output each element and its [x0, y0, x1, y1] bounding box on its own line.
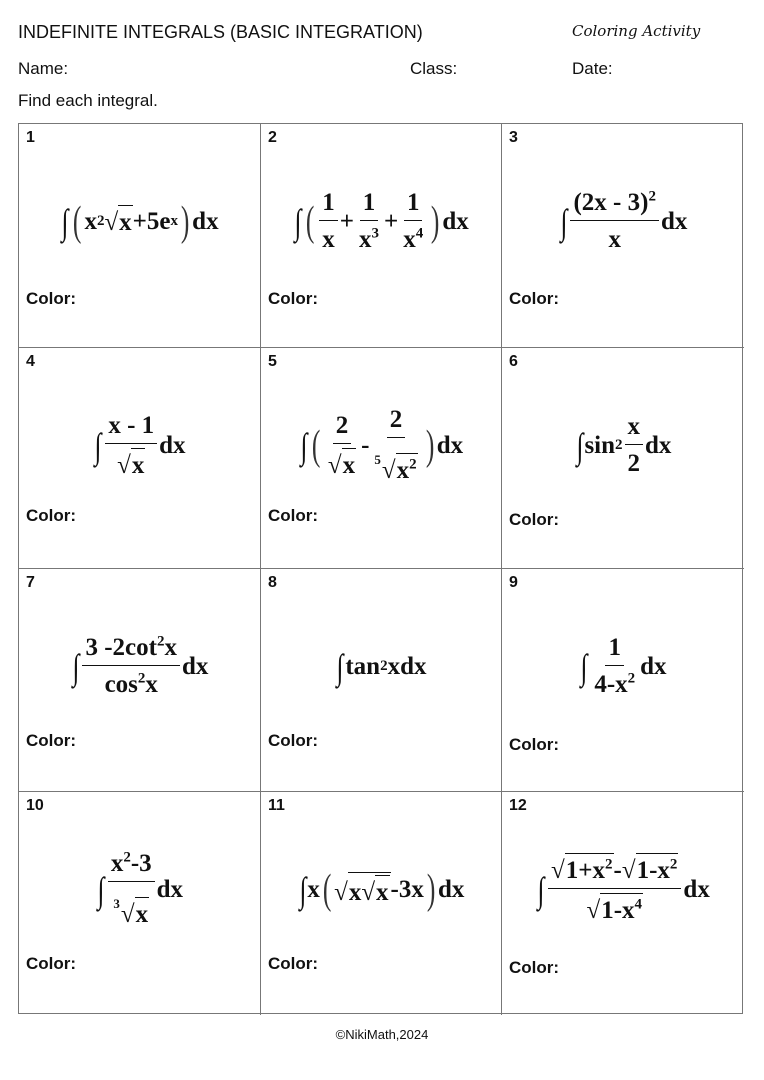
radicand: [342, 448, 357, 481]
problem-number: 12: [509, 797, 527, 814]
math-text: 4-x: [594, 671, 628, 698]
fraction: [570, 188, 658, 255]
math-text: 1+x: [565, 857, 606, 884]
math-text: dx: [436, 431, 464, 459]
name-label: Name:: [18, 59, 69, 78]
math-text: +: [383, 207, 399, 235]
superscript: 2: [627, 670, 636, 687]
radical: [374, 453, 417, 486]
integral-formula: [502, 388, 744, 503]
radical: [113, 897, 149, 930]
superscript: 2: [605, 856, 613, 873]
superscript: 2: [137, 670, 146, 687]
math-text: sin: [584, 431, 616, 459]
problem-number: 3: [509, 129, 518, 146]
superscript: 2: [96, 213, 105, 229]
numerator: [105, 411, 157, 444]
superscript: 2: [409, 456, 417, 473]
problem-number: 6: [509, 353, 518, 370]
problem-cell: [19, 569, 261, 792]
math-text: 2: [335, 411, 349, 439]
math-text: x: [608, 226, 621, 253]
math-text: 1: [406, 189, 420, 216]
problem-cell: [502, 124, 744, 348]
radical: [586, 893, 643, 926]
radicand: [636, 853, 679, 886]
integral-sign: ∫: [61, 201, 69, 242]
radicand: [565, 853, 614, 886]
math-text: x: [403, 226, 416, 253]
denominator: [110, 882, 152, 930]
math-text: 1: [608, 634, 621, 661]
integral-formula: [502, 832, 744, 947]
integral-sign: ∫: [97, 869, 105, 910]
math-text: dx: [442, 207, 469, 235]
date-label: Date:: [572, 59, 613, 78]
radicand: [135, 897, 150, 930]
problem-cell: [19, 124, 261, 348]
radicand: [118, 205, 133, 238]
denominator: [371, 438, 420, 486]
left-paren: (: [322, 866, 332, 913]
denominator: [102, 666, 161, 700]
root-index: 5: [374, 452, 381, 467]
radical: [328, 448, 356, 481]
color-label: Color:: [26, 731, 77, 750]
math-text: tan: [345, 652, 381, 680]
color-label: Color:: [26, 506, 77, 525]
math-text: dx: [181, 652, 209, 680]
numerator: [548, 853, 681, 889]
math-text: 1-x: [636, 857, 670, 884]
denominator: [583, 889, 646, 926]
radical: [117, 448, 145, 481]
integral-formula: [261, 164, 501, 279]
math-text: 1: [322, 189, 335, 216]
math-text: x - 1: [108, 411, 155, 439]
math-text: 1-x: [601, 897, 635, 924]
radical-sign: √: [327, 451, 342, 479]
integral-formula: [19, 832, 260, 947]
superscript: x: [170, 213, 179, 229]
right-paren: ): [431, 198, 440, 245]
numerator: [404, 188, 423, 221]
right-paren: ): [426, 866, 436, 913]
radicand: [375, 875, 390, 908]
math-text: (2x - 3): [573, 189, 649, 216]
problem-cell: [261, 124, 502, 348]
radicand: [348, 872, 391, 908]
math-text: x: [131, 451, 145, 479]
radicand: [600, 893, 643, 926]
fraction: [371, 405, 420, 486]
color-label: Color:: [509, 735, 560, 754]
numerator: [360, 188, 379, 221]
math-text: x: [342, 451, 356, 479]
integral-sign: ∫: [580, 646, 588, 687]
denominator: [114, 444, 148, 481]
worksheet-title: INDEFINITE INTEGRALS (BASIC INTEGRATION): [18, 22, 423, 42]
radicand: [396, 453, 418, 486]
color-label: Color:: [26, 954, 77, 973]
fraction: [319, 188, 338, 255]
radical: [334, 872, 390, 908]
radical-sign: √: [334, 878, 348, 906]
radical: [622, 853, 679, 886]
math-text: x: [119, 209, 132, 236]
math-text: 3 -2cot: [85, 634, 157, 661]
copyright-footer: ©NikiMath,2024: [335, 1027, 429, 1042]
problem-number: 8: [268, 574, 277, 591]
math-text: x: [164, 634, 177, 661]
integral-formula: [261, 609, 501, 724]
right-paren: ): [425, 422, 434, 469]
color-label: Color:: [268, 954, 319, 973]
math-text: dx: [640, 652, 667, 680]
superscript: 4: [634, 896, 643, 913]
math-text: -: [361, 431, 370, 459]
superscript: 2: [156, 633, 165, 650]
math-text: +: [339, 207, 354, 235]
integral-sign: ∫: [299, 869, 306, 910]
math-text: x: [307, 875, 320, 903]
superscript: 2: [615, 437, 623, 453]
fraction: [400, 188, 426, 255]
superscript: 2: [380, 658, 388, 674]
color-label: Color:: [26, 289, 77, 308]
radical-sign: √: [104, 209, 119, 236]
math-text: x: [145, 671, 158, 698]
numerator: [108, 849, 155, 882]
radical: [361, 875, 389, 908]
math-text: dx: [156, 875, 184, 903]
color-label: Color:: [509, 510, 560, 529]
numerator: [319, 188, 338, 221]
numerator: [570, 188, 658, 221]
problem-number: 9: [509, 574, 518, 591]
problem-number: 11: [268, 797, 285, 814]
problem-cell: [502, 792, 744, 1015]
math-text: cos: [104, 671, 138, 698]
superscript: 2: [648, 188, 656, 205]
denominator: [319, 221, 338, 255]
fraction: [548, 853, 681, 926]
math-text: dx: [438, 875, 465, 903]
activity-label: Coloring Activity: [572, 22, 701, 40]
integral-sign: ∫: [537, 869, 545, 910]
integral-formula: [502, 609, 744, 724]
numerator: [82, 633, 180, 666]
math-text: dx: [660, 207, 688, 235]
radical-sign: √: [120, 901, 135, 928]
integral-formula: [19, 388, 260, 503]
numerator: [333, 411, 352, 444]
left-paren: (: [311, 422, 320, 469]
math-text: -3: [130, 850, 152, 877]
left-paren: (: [305, 198, 315, 245]
integral-sign: ∫: [300, 425, 308, 466]
problem-number: 5: [268, 353, 277, 370]
problem-number: 2: [268, 129, 277, 146]
integral-sign: ∫: [576, 425, 583, 466]
denominator: [325, 444, 359, 481]
numerator: [605, 633, 624, 666]
superscript: 2: [123, 849, 131, 866]
radical: [104, 205, 132, 238]
integral-sign: ∫: [336, 646, 344, 687]
problem-cell: [261, 348, 502, 569]
math-text: +5e: [132, 207, 171, 235]
integral-formula: [19, 609, 260, 724]
fraction: [108, 849, 155, 930]
fraction: [591, 633, 638, 700]
denominator: [356, 221, 382, 255]
right-paren: ): [180, 198, 190, 245]
problem-number: 10: [26, 797, 44, 814]
integral-sign: ∫: [94, 425, 102, 466]
math-text: 1: [362, 189, 376, 216]
integral-formula: [261, 832, 501, 947]
superscript: 4: [415, 225, 424, 242]
fraction: [105, 411, 157, 481]
math-text: x: [135, 901, 149, 928]
math-text: xdx: [387, 652, 427, 680]
color-label: Color:: [509, 289, 560, 308]
math-text: dx: [683, 875, 710, 903]
problem-cell: [261, 792, 502, 1015]
radicand: [131, 448, 146, 481]
color-label: Color:: [509, 958, 560, 977]
radical-sign: √: [621, 857, 636, 884]
color-label: Color:: [268, 506, 319, 525]
integral-formula: [261, 388, 501, 503]
problem-number: 7: [26, 574, 35, 591]
integral-sign: ∫: [72, 646, 80, 687]
denominator: [625, 445, 644, 479]
color-label: Color:: [268, 289, 319, 308]
radical-sign: √: [551, 857, 565, 884]
problem-number: 4: [26, 353, 35, 370]
denominator: [400, 221, 426, 255]
fraction: [82, 633, 180, 700]
math-text: 2: [389, 406, 403, 433]
denominator: [591, 666, 638, 700]
root-index: 3: [113, 896, 120, 911]
numerator: [625, 412, 644, 445]
math-text: x: [348, 878, 362, 906]
radical-sign: √: [381, 457, 396, 484]
math-text: -3x: [390, 875, 424, 903]
math-text: dx: [192, 207, 219, 235]
problem-cell: [502, 569, 744, 792]
math-text: x: [322, 226, 335, 253]
superscript: 3: [371, 225, 379, 242]
radical-sign: √: [586, 897, 601, 924]
denominator: [605, 221, 624, 255]
integral-sign: ∫: [294, 201, 302, 242]
problem-cell: [502, 348, 744, 569]
math-text: x: [110, 850, 124, 877]
integral-formula: [502, 164, 744, 279]
integral-sign: ∫: [560, 201, 568, 242]
left-paren: (: [73, 198, 82, 245]
radical: [551, 853, 613, 886]
math-text: x: [358, 226, 372, 253]
fraction: [625, 412, 644, 479]
problem-number: 1: [26, 129, 35, 146]
fraction: [325, 411, 359, 481]
superscript: 2: [669, 856, 678, 873]
problem-cell: [19, 792, 261, 1015]
math-text: x: [396, 457, 410, 484]
math-text: dx: [645, 431, 672, 459]
problem-cell: [261, 569, 502, 792]
problem-cell: [19, 348, 261, 569]
math-text: -: [613, 857, 622, 884]
instructions: Find each integral.: [18, 91, 158, 110]
integral-formula: [19, 164, 260, 279]
fraction: [356, 188, 382, 255]
math-text: x: [627, 413, 641, 440]
radical-sign: √: [361, 878, 376, 906]
math-text: 2: [627, 450, 641, 477]
math-text: x: [376, 878, 389, 906]
math-text: dx: [159, 431, 186, 459]
radical-sign: √: [117, 451, 131, 479]
color-label: Color:: [268, 731, 319, 750]
math-text: x: [84, 207, 97, 235]
numerator: [387, 405, 406, 438]
problem-grid: [18, 123, 743, 1014]
class-label: Class:: [410, 59, 458, 78]
